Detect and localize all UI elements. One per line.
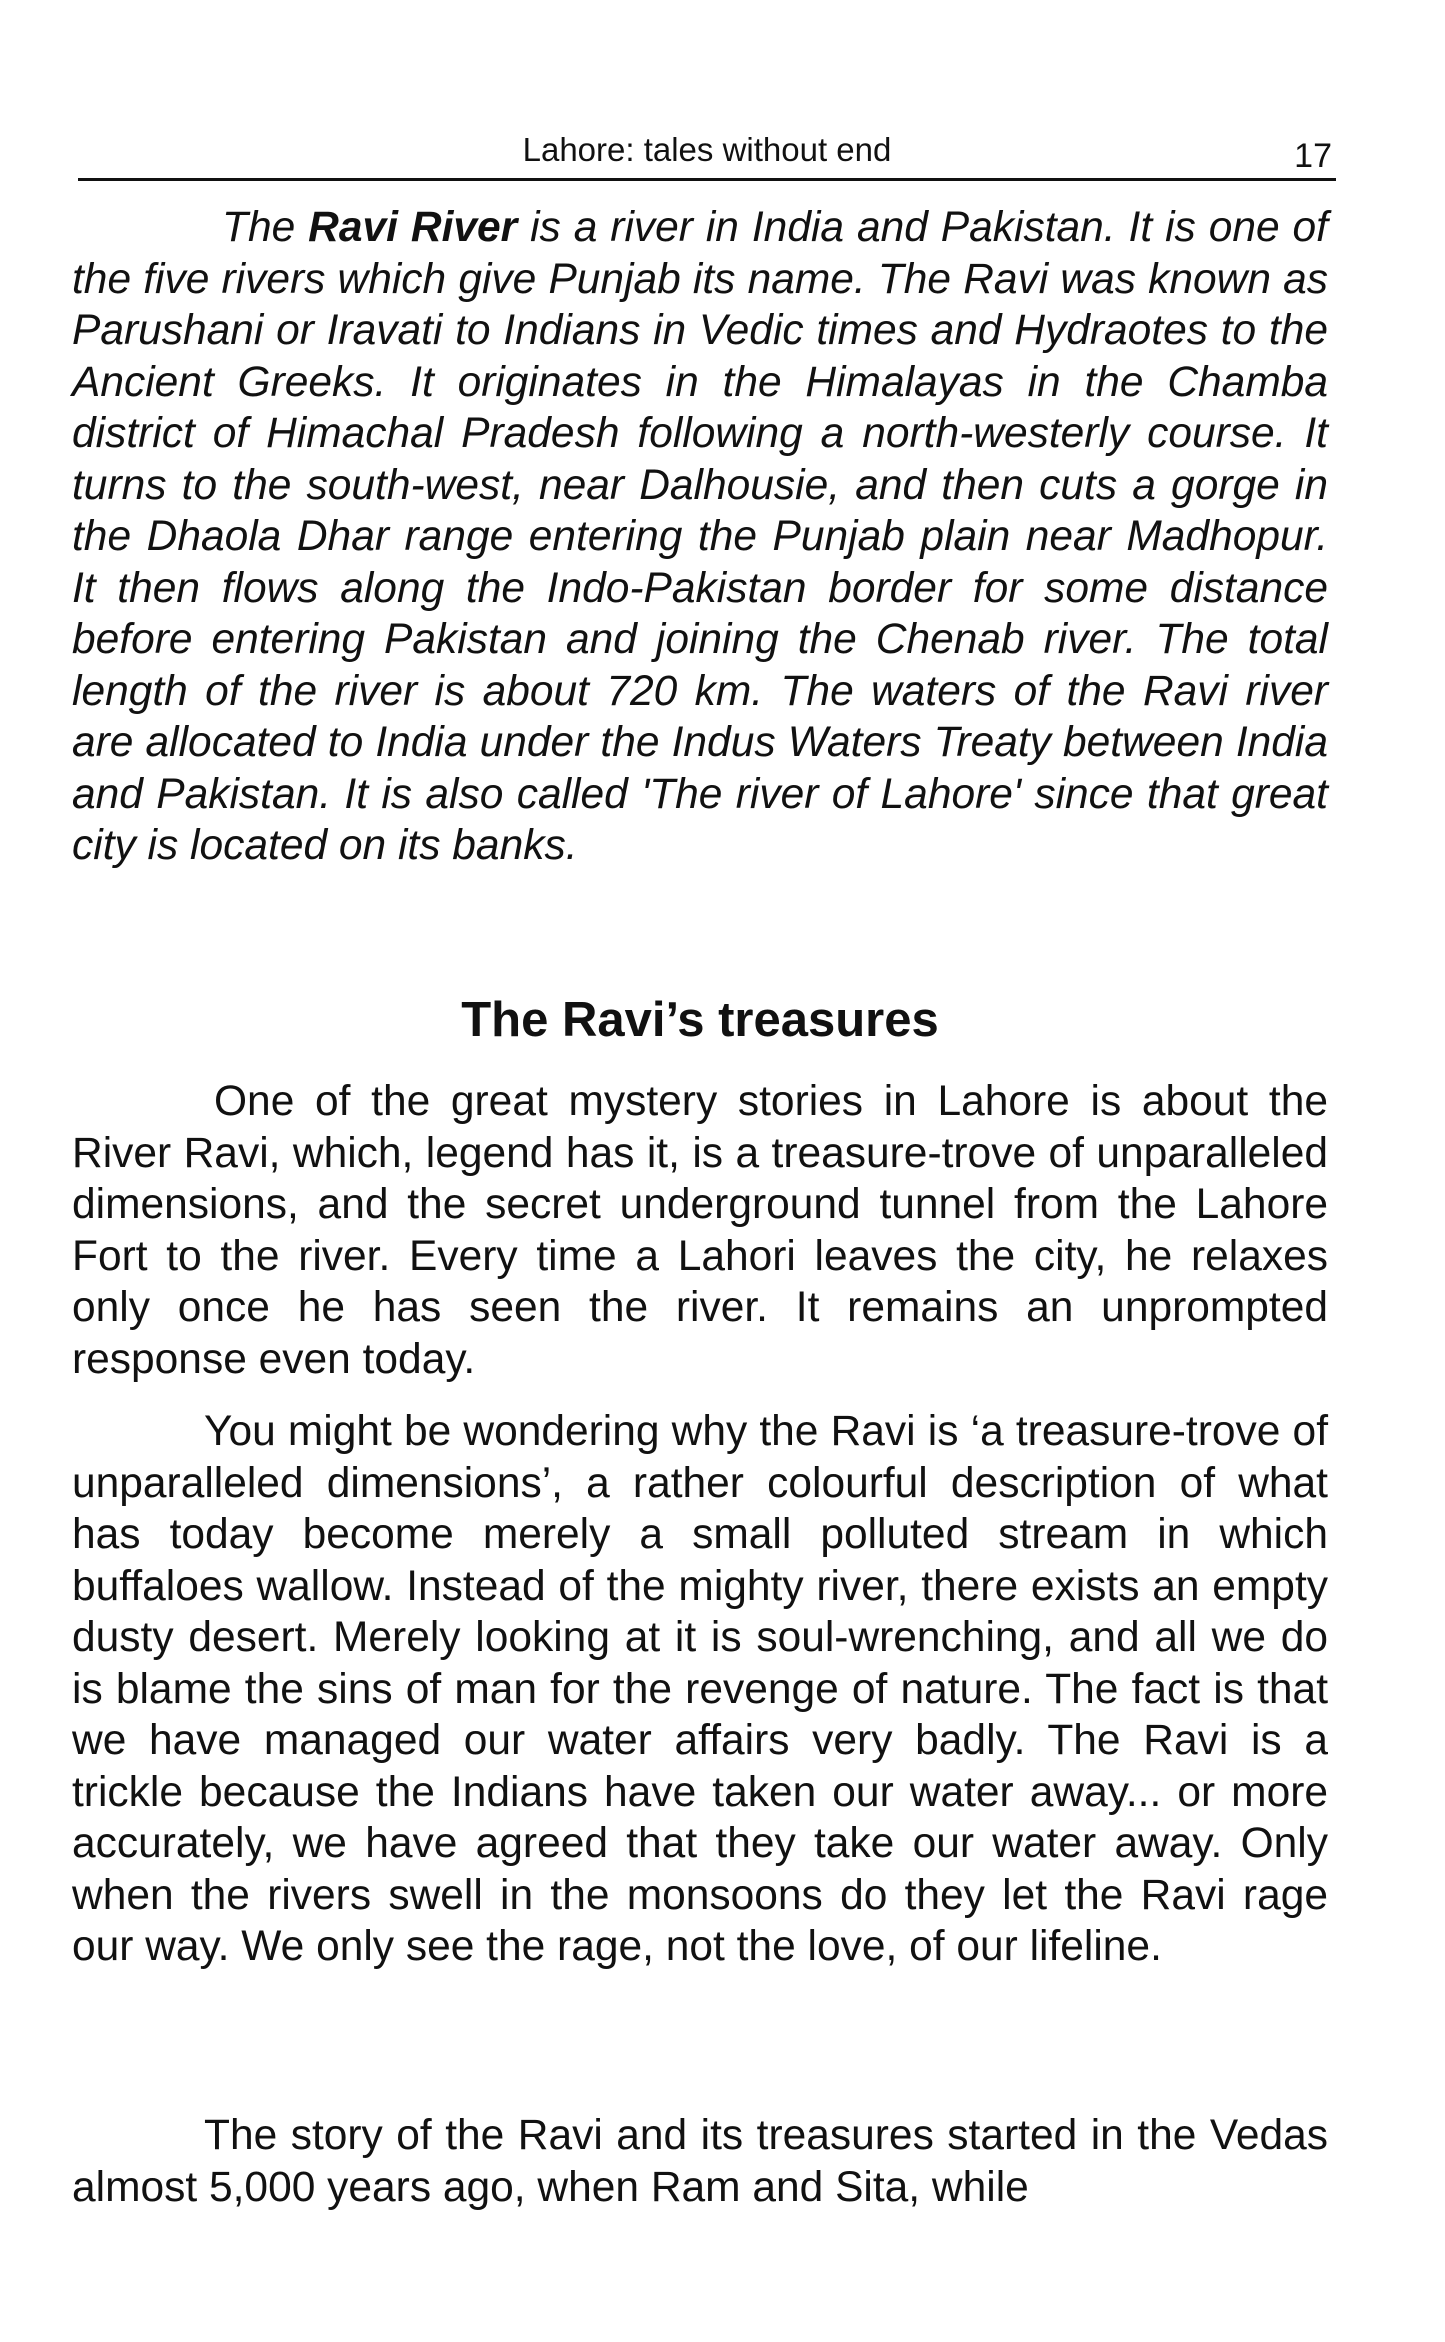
section-paragraph-2: You might be wondering why the Ravi is ‘a treasure-trove of unparalleled dimensions’, a rather colourful description of what has today become merely a small polluted stream in which buffaloes wallow. Instead of the mighty river, there exists an empty dusty desert. Merely looking at it is soul-wrenching, and all we do is blame the sins of man for the revenge of nature. The fact is that we have managed our water affairs very badly. The Ravi is a trickle because the Indians have taken our water away... or more accurately, we have agreed that they take our water away. Only when the rivers swell in the monsoons do they let the Ravi rage our way. We only see the rage, not the love, of our lifeline.: [72, 1408, 1328, 1970]
intro-paragraph: [72, 202, 1328, 872]
intro-lead: The: [222, 204, 309, 251]
section-paragraph-3: The story of the Ravi and its treasures started in the Vedas almost 5,000 years ago, when Ram and Sita, while: [72, 2112, 1328, 2211]
section-paragraph-1: One of the great mystery stories in Lahore is about the River Ravi, which, legend has it, is a treasure-trove of unparalleled dimensions, and the secret underground tunnel from the Lahore Fort to the river. Every time a Lahori leaves the city, he relaxes only once he has seen the river. It remains an unprompted response even today.: [72, 1078, 1328, 1383]
running-header-title: Lahore: tales without end: [522, 131, 892, 168]
running-header: [78, 128, 1336, 181]
page-number: 17: [1294, 137, 1332, 175]
intro-text: is a river in India and Pakistan. It is one of the five rivers which give Punjab its name. The Ravi was known as Parushani or Iravati to Indians in Vedic times and Hydraotes to the Ancient Greeks. It originates in the Himalayas in the Chamba district of Himachal Pradesh following a north-westerly course. It turns to the south-west, near Dalhousie, and then cuts a gorge in the Dhaola Dhar range entering the Punjab plain near Madhopur. It then flows along the Indo-Pakistan border for some distance before entering Pakistan and joining the Chenab river. The total length of the river is about 720 km. The waters of the Ravi river are allocated to India under the Indus Waters Treaty between India and Pakistan. It is also called 'The river of Lahore' since that great city is located on its banks.: [72, 204, 1328, 869]
intro-bold-term: Ravi River: [308, 204, 518, 251]
section-heading: The Ravi’s treasures: [461, 993, 939, 1047]
